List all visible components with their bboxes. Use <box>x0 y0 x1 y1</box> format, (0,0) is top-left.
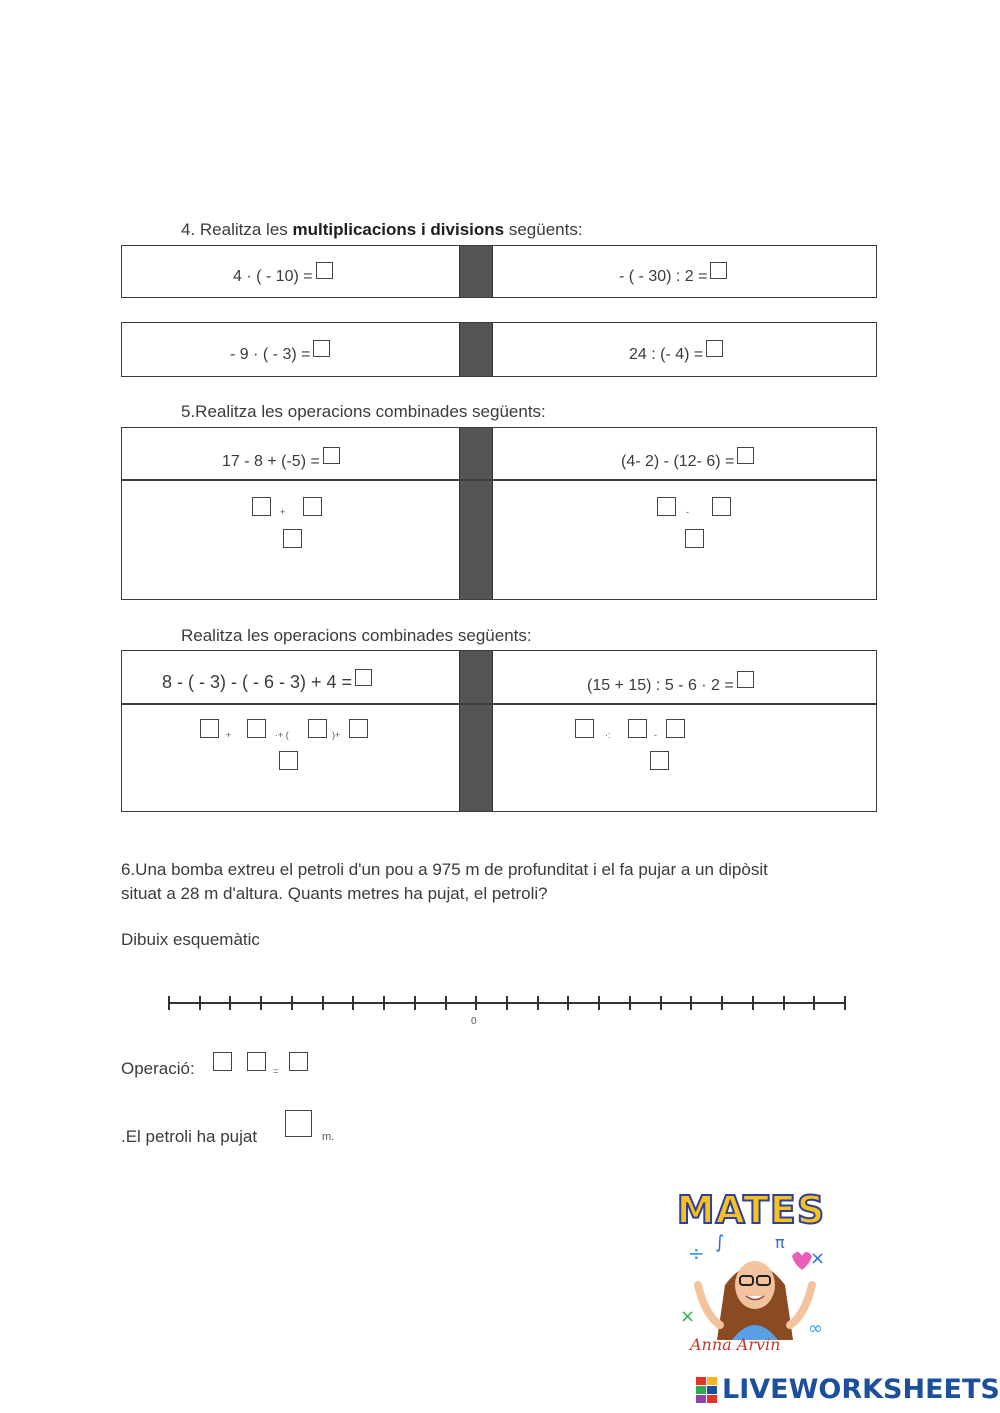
liveworksheets-brand[interactable]: LIVEWORKSHEETS <box>722 1374 1000 1405</box>
q4-expr-3-text: - 9 · ( - 3) = <box>230 346 311 363</box>
q6-statement-line-2: situat a 28 m d'altura. Quants metres ha pujat, el petroli? <box>121 884 548 903</box>
number-line-tick <box>629 996 631 1010</box>
number-line-tick <box>598 996 600 1010</box>
q4-expr-4 <box>629 340 723 364</box>
step-box[interactable] <box>628 719 647 738</box>
integral-icon: ∫ <box>715 1232 725 1253</box>
step-box[interactable] <box>247 719 266 738</box>
result-box[interactable] <box>650 751 669 770</box>
column-separator <box>459 428 493 599</box>
number-line-tick <box>567 996 569 1010</box>
operation-equals: = <box>273 1066 279 1076</box>
times-icon: × <box>810 1248 826 1269</box>
number-line-tick <box>322 996 324 1010</box>
q5-expr-left <box>222 447 340 471</box>
operation-box[interactable] <box>213 1052 232 1071</box>
q4-heading <box>181 220 583 240</box>
number-line-tick <box>414 996 416 1010</box>
answer-box[interactable] <box>737 447 754 464</box>
step-box[interactable] <box>349 719 368 738</box>
step-box[interactable] <box>657 497 676 516</box>
drawing-label: Dibuix esquemàtic <box>121 930 260 949</box>
step-box[interactable] <box>666 719 685 738</box>
number-line-tick <box>291 996 293 1010</box>
step-operator: + <box>280 507 286 517</box>
column-separator <box>459 651 493 811</box>
operation-label: Operació: <box>121 1059 195 1078</box>
step-box[interactable] <box>575 719 594 738</box>
q5b-heading: Realitza les operacions combinades següents: <box>181 626 532 645</box>
q4-expr-2-text: - ( - 30) : 2 = <box>619 268 708 285</box>
q4-expr-4-text: 24 : (- 4) = <box>629 346 704 363</box>
number-line-tick <box>445 996 447 1010</box>
number-line-tick <box>383 996 385 1010</box>
step-operator: )+ <box>332 730 341 740</box>
result-box[interactable] <box>279 751 298 770</box>
column-separator <box>459 323 493 376</box>
q5b-expr-left-text: 8 - ( - 3) - ( - 6 - 3) + 4 = <box>162 672 353 692</box>
q5-expr-left-text: 17 - 8 + (-5) = <box>222 453 320 470</box>
operation-box[interactable] <box>289 1052 308 1071</box>
answer-box[interactable] <box>710 262 727 279</box>
q5-heading: 5.Realitza les operacions combinades següents: <box>181 402 546 421</box>
times-icon: ÷ <box>688 1241 705 1265</box>
answer-box[interactable] <box>316 262 333 279</box>
number-line-tick <box>506 996 508 1010</box>
step-box[interactable] <box>712 497 731 516</box>
number-line-tick <box>260 996 262 1010</box>
row-divider <box>122 703 876 705</box>
answer-box[interactable] <box>706 340 723 357</box>
step-box[interactable] <box>303 497 322 516</box>
q4-expr-1-text: 4 · ( - 10) = <box>233 268 313 285</box>
number-line-tick <box>168 996 170 1010</box>
answer-box[interactable] <box>355 669 372 686</box>
mates-logo-title: MATES <box>676 1188 826 1232</box>
heart-icon <box>792 1252 812 1270</box>
q5b-expr-right <box>587 671 754 695</box>
step-box[interactable] <box>252 497 271 516</box>
number-line-tick <box>752 996 754 1010</box>
q4-table-row-1 <box>121 245 877 298</box>
q4-heading-post: següents: <box>504 220 583 239</box>
q6-statement-line-1: 6.Una bomba extreu el petroli d'un pou a 975 m de profunditat i el fa pujar a un dipòsit <box>121 860 768 879</box>
q5b-expr-right-text: (15 + 15) : 5 - 6 · 2 = <box>587 677 734 694</box>
q4-expr-1 <box>233 262 333 286</box>
q4-table-row-2 <box>121 322 877 377</box>
q5-expr-right-text: (4- 2) - (12- 6) = <box>621 453 735 470</box>
step-operator: - <box>654 730 657 740</box>
number-line-tick <box>844 996 846 1010</box>
times-icon: × <box>680 1306 696 1327</box>
column-separator <box>459 246 493 297</box>
answer-box[interactable] <box>737 671 754 688</box>
step-operator: - <box>686 507 689 517</box>
number-line-tick <box>783 996 785 1010</box>
result-box[interactable] <box>685 529 704 548</box>
result-box[interactable] <box>283 529 302 548</box>
answer-unit: m. <box>322 1131 335 1143</box>
q5b-expr-left <box>162 669 372 693</box>
step-operator: ·: <box>605 730 611 740</box>
operation-box[interactable] <box>247 1052 266 1071</box>
number-line-tick <box>537 996 539 1010</box>
live-badge-icon <box>696 1377 718 1403</box>
zero-label: 0 <box>471 1016 477 1027</box>
number-line-tick <box>199 996 201 1010</box>
number-line-tick <box>690 996 692 1010</box>
q5-expr-right <box>621 447 754 471</box>
q4-expr-3 <box>230 340 330 364</box>
signature-mark: Anna Arvin <box>690 1335 781 1354</box>
infinity-icon: ∞ <box>808 1318 823 1339</box>
number-line-tick <box>475 996 477 1010</box>
number-line-tick <box>721 996 723 1010</box>
step-box[interactable] <box>200 719 219 738</box>
q4-heading-pre: 4. Realitza les <box>181 220 293 239</box>
number-line-tick <box>813 996 815 1010</box>
answer-label: .El petroli ha pujat <box>121 1127 258 1146</box>
answer-box[interactable] <box>313 340 330 357</box>
pi-icon: π <box>775 1233 785 1252</box>
number-line <box>168 995 846 1015</box>
teacher-avatar-illustration <box>680 1230 830 1355</box>
step-operator: ·+ ( <box>275 730 289 740</box>
row-divider <box>122 479 876 481</box>
q5-table <box>121 427 877 600</box>
answer-box[interactable] <box>285 1110 312 1137</box>
q5b-table <box>121 650 877 812</box>
q4-expr-2 <box>619 262 727 286</box>
left-arm <box>698 1285 720 1325</box>
number-line-tick <box>229 996 231 1010</box>
number-line-tick <box>660 996 662 1010</box>
q4-heading-bold: multiplicacions i divisions <box>292 220 505 239</box>
answer-box[interactable] <box>323 447 340 464</box>
step-operator: + <box>226 730 232 740</box>
number-line-tick <box>352 996 354 1010</box>
q6-statement <box>121 858 881 906</box>
step-box[interactable] <box>308 719 327 738</box>
